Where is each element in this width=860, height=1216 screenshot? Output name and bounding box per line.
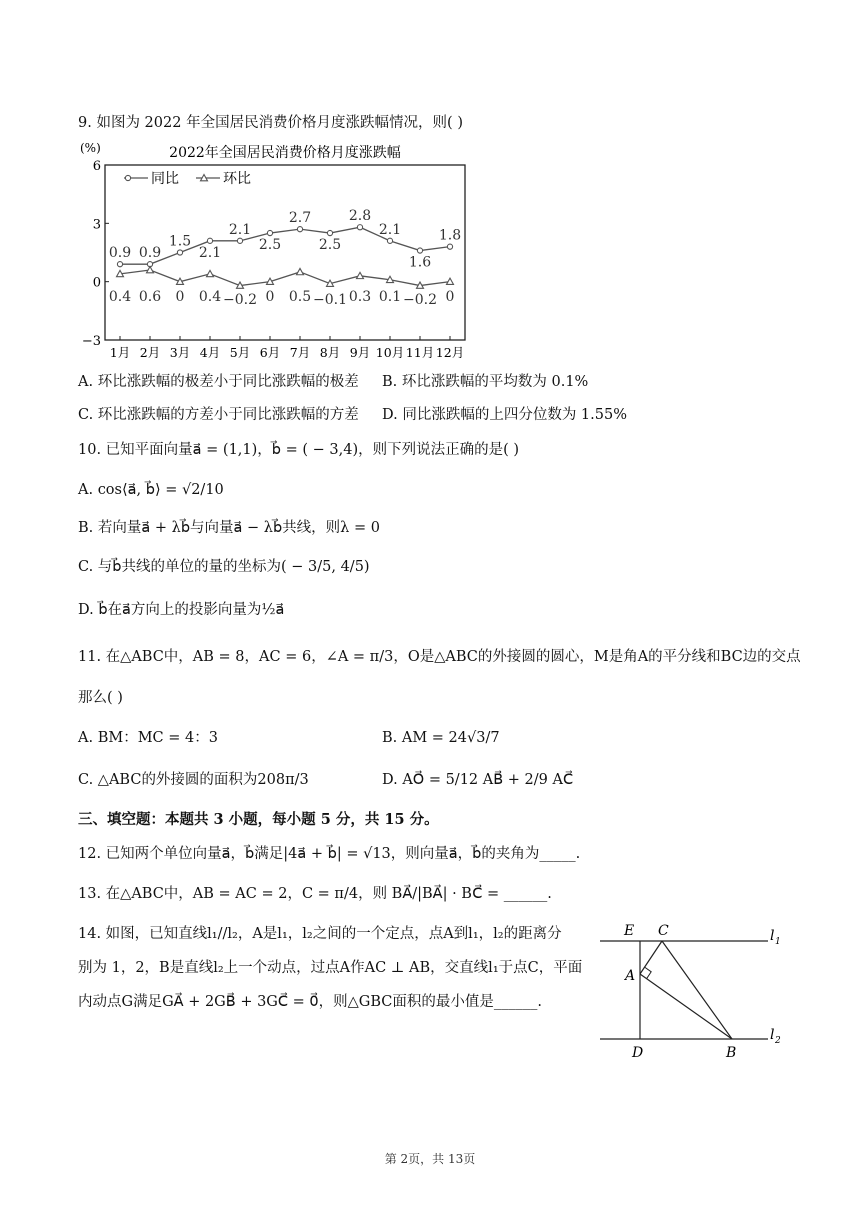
tongbi-point bbox=[357, 225, 362, 230]
segment-AC bbox=[640, 941, 662, 974]
label-l1-sub: 1 bbox=[775, 937, 781, 947]
x-tick-label: 5月 bbox=[229, 345, 251, 360]
huanbi-point bbox=[147, 267, 154, 273]
q14-line3: 内动点G满足GA⃗ + 2GB⃗ + 3GC⃗ = 0⃗，则△GBC面积的最小值是______. bbox=[78, 994, 542, 1010]
label-l2-sub: 2 bbox=[775, 1036, 781, 1046]
tongbi-data-label: 2.7 bbox=[288, 210, 312, 227]
huanbi-data-label: −0.2 bbox=[223, 292, 257, 308]
huanbi-data-label: 0.6 bbox=[138, 289, 162, 305]
q14-line2: 别为 1，2，B是直线l₂上一个动点，过点A作AC ⊥ AB，交直线l₁于点C，平面 bbox=[78, 960, 583, 976]
huanbi-data-label: 0.4 bbox=[108, 289, 132, 305]
legend-huanbi-label: 环比 bbox=[223, 171, 251, 187]
label-A: A bbox=[625, 968, 636, 984]
y-tick-label: −3 bbox=[81, 334, 101, 349]
y-axis-label: (%) bbox=[80, 141, 101, 155]
tongbi-data-label: 1.5 bbox=[168, 233, 192, 250]
x-tick-label: 2月 bbox=[139, 345, 161, 360]
tongbi-data-label: 2.5 bbox=[318, 237, 342, 254]
x-tick-label: 11月 bbox=[405, 345, 435, 360]
huanbi-data-label: −0.1 bbox=[313, 292, 347, 308]
tongbi-point bbox=[177, 250, 182, 255]
q12-text: 12. 已知两个单位向量a⃗，b⃗满足|4a⃗ + b⃗| = √13，则向量a⃗，b⃗的夹角为_____. bbox=[78, 846, 581, 862]
tongbi-point bbox=[237, 238, 242, 243]
huanbi-data-label: 0.3 bbox=[348, 289, 372, 305]
q11-option-b: B. AM = 24√3/7 bbox=[382, 730, 500, 746]
tongbi-point bbox=[117, 262, 122, 267]
legend-tongbi-marker bbox=[125, 175, 130, 180]
huanbi-point bbox=[447, 278, 454, 284]
x-tick-label: 4月 bbox=[199, 345, 221, 360]
tongbi-point bbox=[267, 230, 272, 235]
q9-option-a: A. 环比涨跌幅的极差小于同比涨跌幅的极差 bbox=[78, 374, 359, 390]
huanbi-data-label: 0.4 bbox=[198, 289, 222, 305]
q9-option-b: B. 环比涨跌幅的平均数为 0.1% bbox=[382, 374, 589, 390]
segment-AB bbox=[640, 974, 732, 1039]
page-footer: 第 2页，共 13页 bbox=[384, 1152, 476, 1166]
y-tick-label: 0 bbox=[92, 275, 101, 291]
right-angle-mark bbox=[645, 967, 652, 979]
huanbi-data-label: 0.5 bbox=[288, 289, 312, 305]
cpi-chart-svg bbox=[78, 140, 468, 364]
x-tick-label: 9月 bbox=[349, 345, 371, 360]
huanbi-data-label: 0.1 bbox=[378, 289, 402, 305]
tongbi-point bbox=[447, 244, 452, 249]
y-tick-label: 6 bbox=[92, 159, 101, 174]
q11-option-d: D. AO⃗ = 5/12 AB⃗ + 2/9 AC⃗ bbox=[382, 772, 574, 788]
q13-text: 13. 在△ABC中，AB = AC = 2，C = π/4，则 BA⃗/|BA⃗| · BC⃗ = ______. bbox=[78, 886, 552, 902]
tongbi-point bbox=[387, 238, 392, 243]
x-tick-label: 8月 bbox=[319, 345, 341, 360]
y-tick-label: 3 bbox=[92, 217, 101, 233]
huanbi-point bbox=[297, 268, 304, 274]
geometry-figure bbox=[596, 918, 786, 1064]
tongbi-data-label: 1.8 bbox=[438, 227, 462, 244]
huanbi-point bbox=[357, 272, 364, 278]
tongbi-point bbox=[417, 248, 422, 253]
tongbi-data-label: 2.1 bbox=[378, 221, 402, 238]
cpi-chart bbox=[78, 140, 468, 368]
x-tick-label: 1月 bbox=[109, 345, 131, 360]
tongbi-data-label: 2.1 bbox=[228, 221, 252, 238]
label-l1: l bbox=[770, 928, 775, 944]
q9-option-d: D. 同比涨跌幅的上四分位数为 1.55% bbox=[382, 407, 627, 423]
q10-option-a: A. cos⟨a⃗, b⃗⟩ = √2/10 bbox=[78, 482, 224, 498]
series-huanbi-line bbox=[120, 270, 450, 286]
label-E: E bbox=[624, 923, 635, 939]
q11-option-a: A. BM：MC = 4：3 bbox=[78, 730, 218, 746]
q9-stem: 9. 如图为 2022 年全国居民消费价格月度涨跌幅情况，则( ) bbox=[78, 115, 463, 131]
q10-option-d: D. b⃗在a⃗方向上的投影向量为½a⃗ bbox=[78, 602, 285, 618]
tongbi-point bbox=[297, 227, 302, 232]
q11-stem: 11. 在△ABC中，AB = 8，AC = 6，∠A = π/3，O是△ABC的外接圆的圆心，M是角A的平分线和BC边的交点 bbox=[78, 649, 801, 665]
x-tick-label: 6月 bbox=[259, 345, 281, 360]
label-D: D bbox=[632, 1045, 644, 1060]
x-tick-label: 12月 bbox=[435, 345, 465, 360]
legend-tongbi-label: 同比 bbox=[151, 171, 179, 187]
segment-CB bbox=[662, 941, 732, 1039]
q11-stem-cont: 那么( ) bbox=[78, 690, 123, 706]
x-tick-label: 3月 bbox=[169, 345, 191, 360]
tongbi-data-label: 0.9 bbox=[138, 245, 162, 262]
q11-option-c: C. △ABC的外接圆的面积为208π/3 bbox=[78, 772, 309, 788]
q10-option-c: C. 与b⃗共线的单位的量的坐标为( − 3/5, 4/5) bbox=[78, 559, 370, 575]
tongbi-data-label: 1.6 bbox=[408, 254, 432, 271]
tongbi-data-label: 2.5 bbox=[258, 237, 282, 254]
tongbi-point bbox=[327, 230, 332, 235]
tongbi-data-label: 2.1 bbox=[198, 244, 222, 261]
huanbi-data-label: 0 bbox=[175, 289, 185, 305]
tongbi-data-label: 0.9 bbox=[108, 245, 132, 262]
x-tick-label: 10月 bbox=[375, 345, 405, 360]
geometry-figure-svg bbox=[596, 918, 786, 1060]
huanbi-data-label: 0 bbox=[445, 289, 455, 305]
huanbi-data-label: −0.2 bbox=[403, 292, 437, 308]
q10-option-b: B. 若向量a⃗ + λb⃗与向量a⃗ − λb⃗共线，则λ = 0 bbox=[78, 520, 380, 536]
tongbi-data-label: 2.8 bbox=[348, 208, 372, 225]
chart-title: 2022年全国居民消费价格月度涨跌幅 bbox=[169, 145, 401, 161]
section-3-heading: 三、填空题：本题共 3 小题，每小题 5 分，共 15 分。 bbox=[78, 811, 439, 828]
chart-legend bbox=[124, 171, 251, 187]
q10-stem: 10. 已知平面向量a⃗ = (1,1)，b⃗ = ( − 3,4)，则下列说法正确的是( ) bbox=[78, 442, 520, 458]
x-tick-label: 7月 bbox=[289, 345, 311, 360]
q14-line1: 14. 如图，已知直线l₁//l₂，A是l₁，l₂之间的一个定点，点A到l₁，l₂的距离分 bbox=[78, 926, 562, 942]
label-C: C bbox=[658, 923, 669, 939]
label-l2: l bbox=[770, 1027, 775, 1043]
huanbi-point bbox=[207, 270, 214, 276]
tongbi-point bbox=[207, 238, 212, 243]
label-B: B bbox=[726, 1045, 737, 1060]
huanbi-data-label: 0 bbox=[265, 289, 275, 305]
q9-option-c: C. 环比涨跌幅的方差小于同比涨跌幅的方差 bbox=[78, 407, 359, 423]
